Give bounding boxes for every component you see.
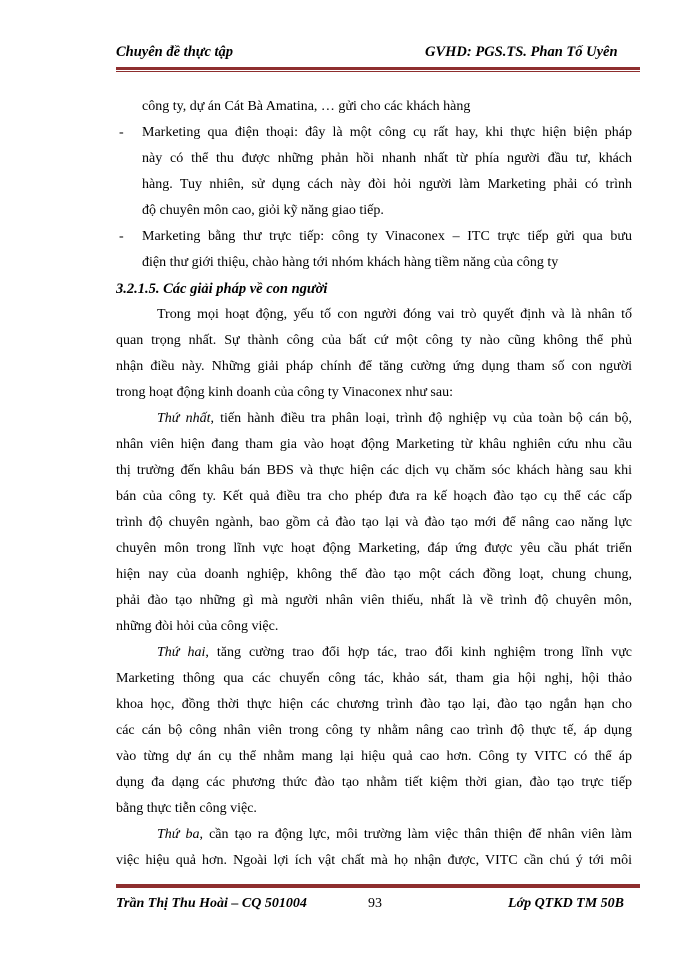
text-line: trình độ chuyên ngành, bao gồm cả đào tạo lại và đào tạo mới để nâng cao năng lực: [116, 515, 632, 530]
text-line: này có thể thu được những phản hồi nhanh nhất từ phía người đầu tư, khách: [142, 151, 632, 166]
text-line: hiện nay của doanh nghiệp, không thể đào tạo một cách đồng loạt, chung chung,: [116, 567, 632, 582]
text-line: hàng. Tuy nhiên, sử dụng cách này đòi hỏi người làm Marketing phải có trình: [142, 177, 632, 192]
bullet-item: [116, 224, 632, 250]
page-number: 93: [368, 896, 382, 911]
bullet-item: [116, 120, 632, 146]
text-line: Marketing bằng thư trực tiếp: công ty Vinaconex – ITC trực tiếp gửi qua bưu: [142, 229, 632, 244]
paragraph-first-line: [116, 406, 632, 432]
text-line: bán của công ty. Kết quả điều tra cho phép đưa ra kế hoạch đào tạo cụ thể các cấp: [116, 489, 632, 504]
text-line: thị trường đến khâu bán BĐS và thực hiện các dịch vụ chăm sóc khách hàng sau khi: [116, 463, 632, 478]
paragraph-first-line: [116, 822, 632, 848]
page-body: [116, 94, 632, 874]
emphasis-label: Thứ nhất: [157, 411, 211, 426]
text-line: vào từng dự án cụ thể nhằm mang lại hiệu quả cao hơn. Công ty VITC có thể áp: [116, 749, 632, 764]
text-line: điện thư giới thiệu, chào hàng tới nhóm khách hàng tiềm năng của công ty: [142, 255, 559, 270]
bullet-dash: -: [119, 125, 124, 140]
text-line: trong hoạt động kinh doanh của công ty Vinaconex như sau:: [116, 385, 453, 400]
section-heading: 3.2.1.5. Các giải pháp về con người: [116, 281, 328, 297]
text-line: bằng thực tiễn công việc.: [116, 801, 257, 816]
text-line: nhân viên hiện đang tham gia vào hoạt động Marketing từ khâu nghiên cứu nhu cầu: [116, 437, 632, 452]
text-line: dụng đa dạng các phương thức đào tạo nhằm tiết kiệm thời gian, đào tạo trực tiếp: [116, 775, 632, 790]
text-line: chuyên môn trong lĩnh vực hoạt động Marketing, đáp ứng được yêu cầu phát triển: [116, 541, 632, 556]
text-line: nhận điều này. Những giải pháp chính để tăng cường ứng dụng tham số con người: [116, 359, 632, 374]
text-line: Marketing thông qua các chuyến công tác, khảo sát, tham gia hội nghị, hội thảo: [116, 671, 632, 686]
text-line: Marketing qua điện thoại: đây là một công cụ rất hay, khi thực hiện biện pháp: [142, 125, 632, 140]
paragraph-first-line: [116, 640, 632, 666]
text-line: , tiến hành điều tra phân loại, trình độ nghiệp vụ của toàn bộ cán bộ,: [210, 411, 632, 426]
text-line: Trong mọi hoạt động, yếu tố con người đóng vai trò quyết định và là nhân tố: [157, 307, 632, 322]
header-rule: [116, 67, 640, 72]
text-line: , tăng cường trao đổi hợp tác, trao đổi kinh nghiệm trong lĩnh vực: [205, 645, 632, 660]
footer-rule: [116, 883, 640, 888]
footer-class: Lớp QTKD TM 50B: [508, 896, 625, 911]
text-line: các cán bộ công nhân viên trong công ty nhằm nâng cao trình độ thực tế, áp dụng: [116, 723, 632, 738]
text-line: độ chuyên môn cao, giỏi kỹ năng giao tiếp.: [142, 203, 384, 218]
text-line: , cần tạo ra động lực, môi trường làm việc thân thiện để nhân viên làm: [199, 827, 632, 842]
text-line: những đòi hỏi của công việc.: [116, 619, 279, 634]
text-line: công ty, dự án Cát Bà Amatina, … gửi cho các khách hàng: [142, 99, 471, 114]
bullet-dash: -: [119, 229, 124, 244]
text-line: phải đào tạo những gì mà người nhân viên thiếu, nhất là về trình độ chuyên môn,: [116, 593, 632, 608]
text-line: khoa học, đồng thời thực hiện các chương trình đào tạo lại, đào tạo ngắn hạn cho: [116, 697, 632, 712]
text-line: quan trọng nhất. Sự thành công của bất cứ một công ty nào cũng không thể phủ: [116, 333, 632, 348]
header-supervisor: GVHD: PGS.TS. Phan Tố Uyên: [425, 44, 618, 60]
footer-author: Trần Thị Thu Hoài – CQ 501004: [116, 896, 307, 911]
header-title: Chuyên đề thực tập: [116, 44, 234, 60]
emphasis-label: Thứ ba: [157, 827, 200, 842]
emphasis-label: Thứ hai: [157, 645, 206, 660]
text-line: việc hiệu quả hơn. Ngoài lợi ích vật chất mà họ nhận được, VITC cần chú ý tới môi: [116, 853, 632, 868]
